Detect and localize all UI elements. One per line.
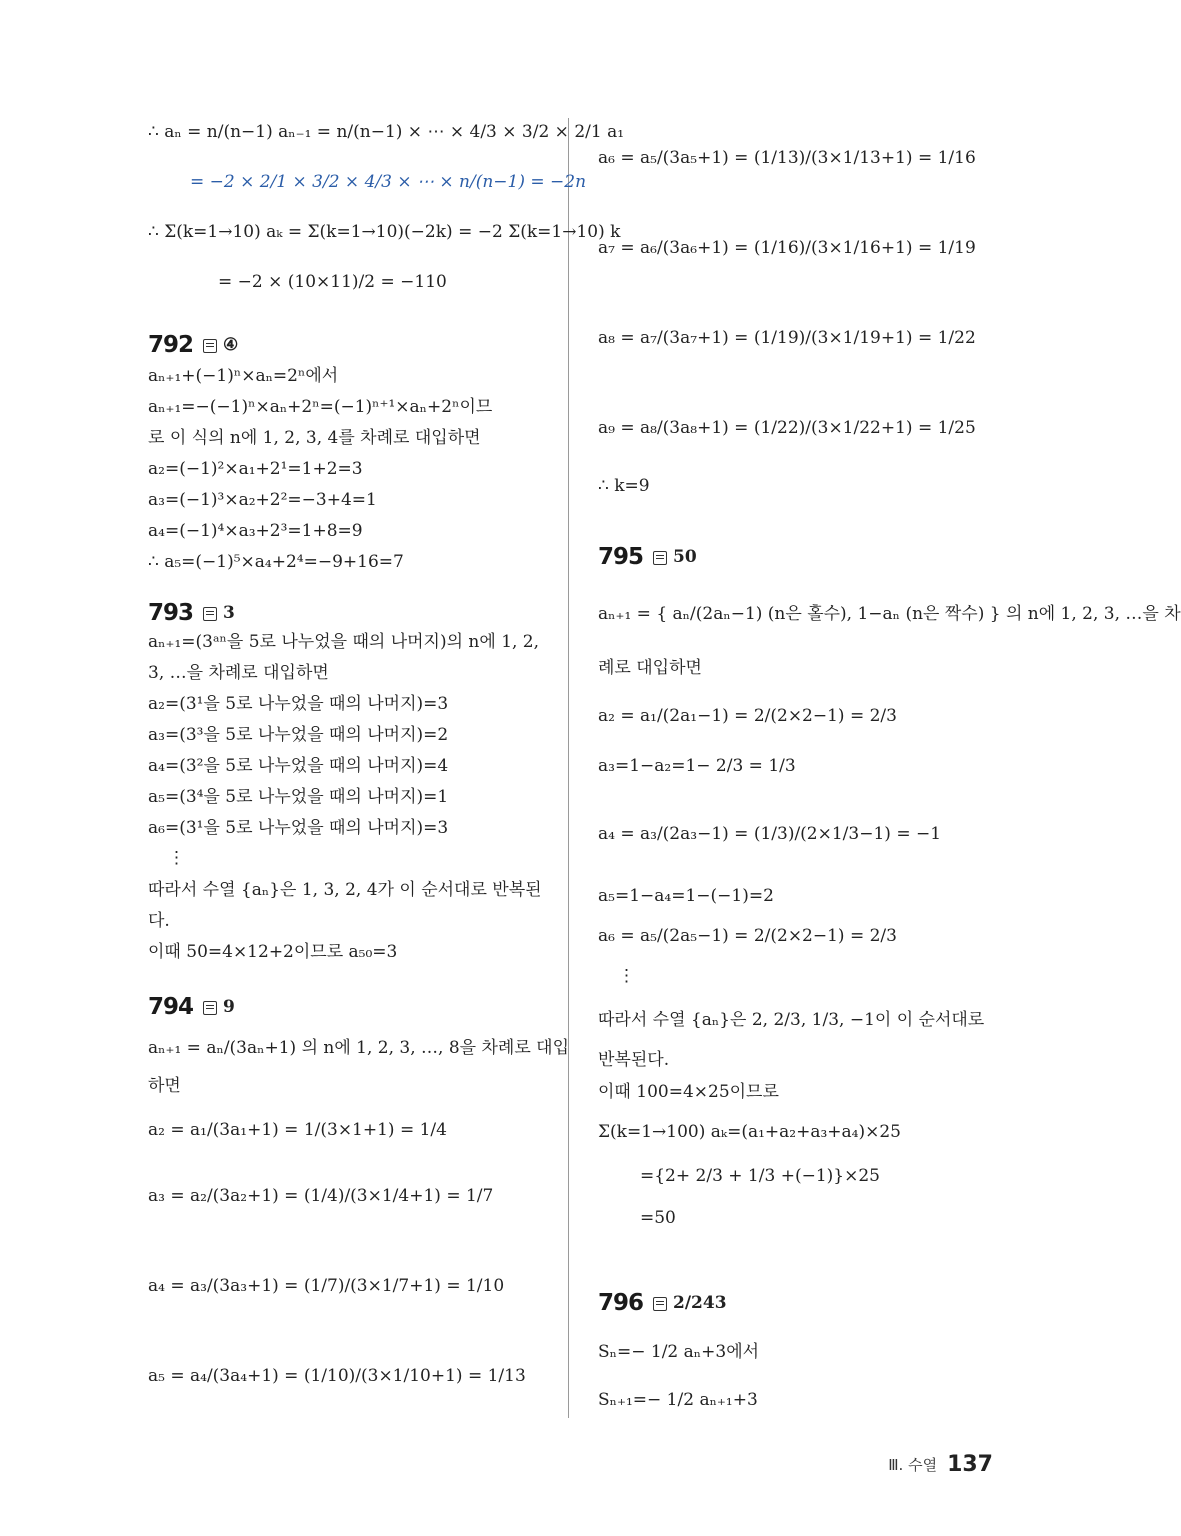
solution-line: 하면 — [148, 1076, 181, 1096]
solution-line: a₄ = a₃/(2a₃−1) = (1/3)/(2×1/3−1) = −1 — [598, 824, 942, 844]
solution-line: ={2+ 2/3 + 1/3 +(−1)}×25 — [640, 1166, 880, 1186]
solution-line: a₄ = a₃/(3a₃+1) = (1/7)/(3×1/7+1) = 1/10 — [148, 1276, 505, 1296]
problem-number: 792 — [148, 332, 194, 358]
solution-line: a₅=1−a₄=1−(−1)=2 — [598, 886, 774, 906]
solution-line: a₆ = a₅/(3a₅+1) = (1/13)/(3×1/13+1) = 1/16 — [598, 148, 976, 168]
solution-line: a₂ = a₁/(3a₁+1) = 1/(3×1+1) = 1/4 — [148, 1120, 447, 1140]
solution-line: a₃=(−1)³×a₂+2²=−3+4=1 — [148, 490, 377, 510]
solution-line: a₇ = a₆/(3a₆+1) = (1/16)/(3×1/16+1) = 1/19 — [598, 238, 976, 258]
solution-line: a₈ = a₇/(3a₇+1) = (1/19)/(3×1/19+1) = 1/22 — [598, 328, 976, 348]
solution-line: a₃ = a₂/(3a₂+1) = (1/4)/(3×1/4+1) = 1/7 — [148, 1186, 494, 1206]
answer-icon — [203, 1001, 217, 1015]
problem-number: 795 — [598, 544, 644, 570]
solution-line-handwritten: = −2 × 2/1 × 3/2 × 4/3 × ⋯ × n/(n−1) = −2n — [190, 172, 587, 192]
solution-line: ∴ k=9 — [598, 476, 650, 496]
problem-number: 796 — [598, 1290, 644, 1316]
solution-line: aₙ₊₁ = { aₙ/(2aₙ−1) (n은 홀수), 1−aₙ (n은 짝수) } 의 n에 1, 2, 3, …을 차 — [598, 604, 1181, 624]
page-number: 137 — [947, 1452, 993, 1477]
problem-number: 794 — [148, 994, 194, 1020]
solution-line: aₙ₊₁=−(−1)ⁿ×aₙ+2ⁿ=(−1)ⁿ⁺¹×aₙ+2ⁿ이므 — [148, 397, 493, 417]
solution-line: a₃=1−a₂=1− 2/3 = 1/3 — [598, 756, 796, 776]
answer-icon — [203, 339, 217, 353]
solution-line: ∴ Σ(k=1→10) aₖ = Σ(k=1→10)(−2k) = −2 Σ(k=1→10) k — [148, 222, 621, 242]
solution-line: a₄=(3²을 5로 나누었을 때의 나머지)=4 — [148, 756, 449, 776]
answer-icon — [653, 1297, 667, 1311]
solution-line: 따라서 수열 {aₙ}은 1, 3, 2, 4가 이 순서대로 반복된 — [148, 880, 542, 900]
answer-value: 9 — [223, 997, 235, 1017]
problem-header-796 — [598, 1290, 727, 1316]
vertical-ellipsis: ⋮ — [618, 966, 635, 986]
solution-line: a₅ = a₄/(3a₄+1) = (1/10)/(3×1/10+1) = 1/13 — [148, 1366, 526, 1386]
solution-line: 따라서 수열 {aₙ}은 2, 2/3, 1/3, −1이 이 순서대로 — [598, 1010, 985, 1030]
solution-line: 3, …을 차례로 대입하면 — [148, 663, 329, 683]
chapter-label: Ⅲ. 수열 — [888, 1456, 938, 1474]
solution-line: 례로 대입하면 — [598, 658, 702, 678]
solution-line: a₉ = a₈/(3a₈+1) = (1/22)/(3×1/22+1) = 1/25 — [598, 418, 976, 438]
solution-line: 반복된다. — [598, 1050, 670, 1070]
answer-value: 3 — [223, 603, 235, 623]
problem-number: 793 — [148, 600, 194, 626]
solution-line: a₄=(−1)⁴×a₃+2³=1+8=9 — [148, 521, 363, 541]
problem-header-795 — [598, 544, 697, 570]
solution-line: 이때 50=4×12+2이므로 a₅₀=3 — [148, 942, 398, 962]
solution-line: 이때 100=4×25이므로 — [598, 1082, 779, 1102]
page-footer — [888, 1452, 993, 1477]
solution-line: a₂=(−1)²×a₁+2¹=1+2=3 — [148, 459, 363, 479]
solution-line: 다. — [148, 911, 170, 931]
solution-line: ∴ a₅=(−1)⁵×a₄+2⁴=−9+16=7 — [148, 552, 404, 572]
answer-value: 2/243 — [673, 1293, 727, 1313]
solution-line: aₙ₊₁+(−1)ⁿ×aₙ=2ⁿ에서 — [148, 366, 339, 386]
answer-value: 50 — [673, 547, 697, 567]
solution-line: ∴ aₙ = n/(n−1) aₙ₋₁ = n/(n−1) × ⋯ × 4/3 × 3/2 × 2/1 a₁ — [148, 122, 625, 142]
solution-line: Sₙ=− 1/2 aₙ+3에서 — [598, 1342, 760, 1362]
solution-line: Sₙ₊₁=− 1/2 aₙ₊₁+3 — [598, 1390, 758, 1410]
solution-line: a₂=(3¹을 5로 나누었을 때의 나머지)=3 — [148, 694, 449, 714]
problem-header-793 — [148, 600, 235, 626]
solution-line: a₂ = a₁/(2a₁−1) = 2/(2×2−1) = 2/3 — [598, 706, 897, 726]
solution-line: aₙ₊₁ = aₙ/(3aₙ+1) 의 n에 1, 2, 3, …, 8을 차례로 대입 — [148, 1038, 570, 1058]
solution-line: Σ(k=1→100) aₖ=(a₁+a₂+a₃+a₄)×25 — [598, 1122, 901, 1142]
solution-line: a₆=(3¹을 5로 나누었을 때의 나머지)=3 — [148, 818, 449, 838]
solution-line: =50 — [640, 1208, 676, 1228]
answer-value: ④ — [223, 335, 239, 355]
solution-line: = −2 × (10×11)/2 = −110 — [218, 272, 447, 292]
answer-icon — [203, 607, 217, 621]
column-divider — [568, 118, 569, 1418]
problem-header-794 — [148, 994, 235, 1020]
solution-line: a₅=(3⁴을 5로 나누었을 때의 나머지)=1 — [148, 787, 449, 807]
answer-icon — [653, 551, 667, 565]
problem-header-792 — [148, 332, 238, 358]
solution-line: aₙ₊₁=(3ᵃⁿ을 5로 나누었을 때의 나머지)의 n에 1, 2, — [148, 632, 540, 652]
vertical-ellipsis: ⋮ — [168, 848, 185, 868]
solution-line: a₃=(3³을 5로 나누었을 때의 나머지)=2 — [148, 725, 449, 745]
solution-line: 로 이 식의 n에 1, 2, 3, 4를 차례로 대입하면 — [148, 428, 481, 448]
solution-line: a₆ = a₅/(2a₅−1) = 2/(2×2−1) = 2/3 — [598, 926, 897, 946]
